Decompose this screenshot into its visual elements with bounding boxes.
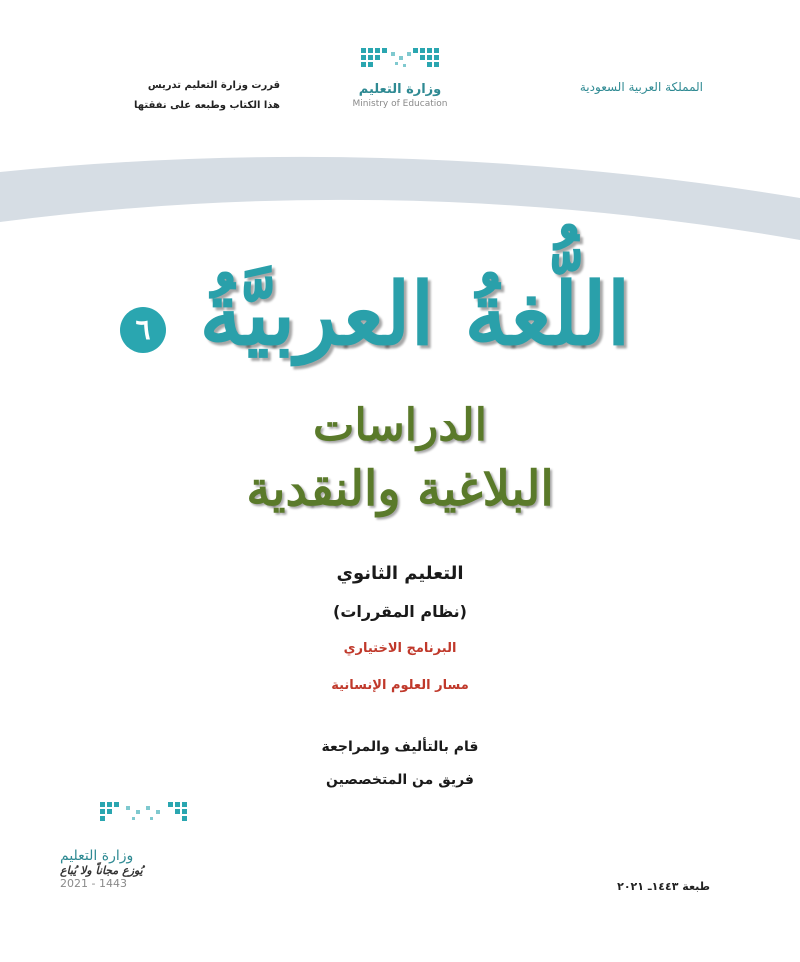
course-system: (نظام المقررات)	[333, 602, 467, 621]
ministry-logo-bottom	[60, 800, 210, 890]
ministry-name-en: Ministry of Education	[352, 99, 448, 109]
authored-by: قام بالتأليف والمراجعة	[321, 739, 479, 755]
book-title: اللُّغةُ العربيَّةُ	[199, 264, 631, 365]
program-name: البرنامج الاختياري	[343, 641, 457, 656]
academic-year: 2021 - 1443	[60, 877, 127, 890]
subtitle-line-1: الدراسات	[313, 400, 487, 451]
approval-line-1: قررت وزارة التعليم تدريس	[147, 80, 280, 91]
grade-badge: ٦	[120, 307, 166, 353]
kingdom-name: المملكة العربية السعودية	[579, 80, 703, 94]
approval-line-2: هذا الكتاب وطبعه على نفقتها	[134, 100, 280, 111]
education-stage: التعليم الثانوي	[336, 563, 464, 584]
ministry-name-ar: وزارة التعليم	[358, 82, 442, 97]
edition-info: طبعة ١٤٤٣ـ ٢٠٢١	[617, 880, 710, 893]
free-distribution-stamp: يُوزع مجاناً ولا يُباع	[60, 864, 143, 877]
ministry-logo-top	[320, 44, 480, 109]
ministry-name-bottom: وزارة التعليم	[60, 848, 134, 864]
author-team: فريق من المتخصصين	[326, 772, 474, 788]
subtitle-line-2: البلاغية والنقدية	[246, 461, 554, 517]
ministry-logo-icon	[355, 44, 445, 74]
decorative-arc	[0, 150, 800, 240]
approval-note	[60, 76, 280, 116]
ministry-logo-small-icon	[98, 800, 198, 826]
track-name: مسار العلوم الإنسانية	[331, 678, 469, 693]
